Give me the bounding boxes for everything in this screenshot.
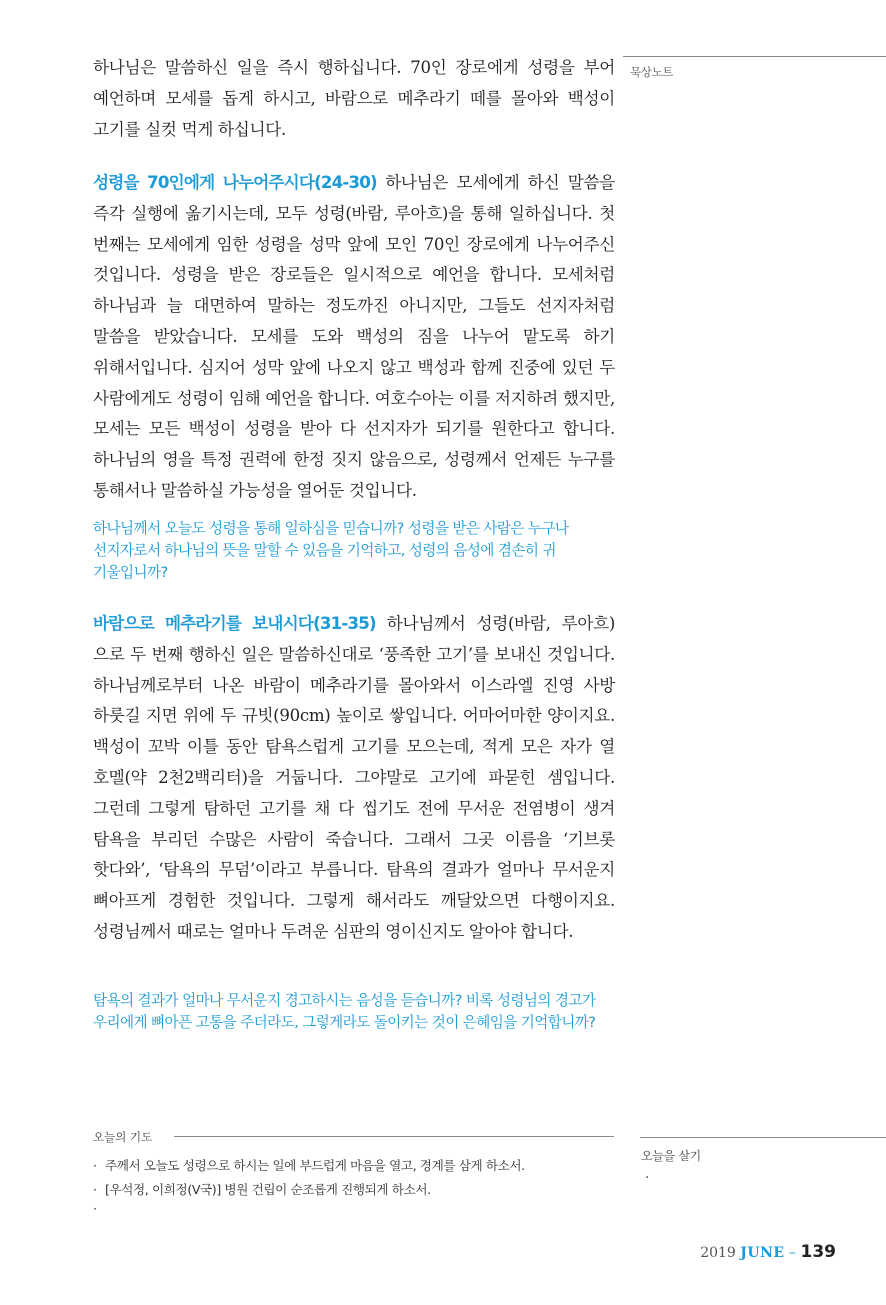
prayer-item-3: [93, 1201, 105, 1216]
today-living-bullet: ·: [645, 1170, 650, 1186]
meditation-notes-label: 묵상노트: [630, 65, 674, 79]
prayer-item-1: [93, 1155, 525, 1174]
prayer-item-text: 주께서 오늘도 성령으로 하시는 일에 부드럽게 마음을 열고, 경계를 삼게 하소서.: [105, 1158, 525, 1173]
section2-body: 하나님께서 성령(바람, 루아흐)으로 두 번째 행하신 일은 말씀하신대로 ‘풍족한 고기’를 보내신 것입니다. 하나님께로부터 나온 바람이 메추라기를 몰아와서 이스라엘 진영 사방 하룻길 지면 위에 두 규빗(90cm) 높이로 쌓입니다. 어마어마한 양이지요. 백성이 꼬박 이틀 동안 탐욕스럽게 고기를 모으는데, 적게 모은 자가 열 호멜(약 2천2백리터)을 거둡니다. 그야말로 고기에 파묻힌 셈입니다. 그런데 그렇게 탐하던 고기를 채 다 씹기도 전에 무서운 전염병이 생겨 탐욕을 부리던 수많은 사람이 죽습니다. 그래서 그곳 이름을 ‘기브롯 핫다와’, ‘탐욕의 무덤’이라고 부릅니다. 탐욕의 결과가 얼마나 무서운지 뼈아프게 경험한 것입니다. 그렇게 해서라도 깨달았으면 다행이지요. 성령님께서 때로는 얼마나 두려운 심판의 영이신지도 알아야 합니다.: [93, 614, 615, 941]
page-footer: [700, 1242, 836, 1262]
section2-question: 탐욕의 결과가 얼마나 무서운지 경고하시는 음성을 듣습니까? 비록 성령님의 경고가 우리에게 뼈아픈 고통을 주더라도, 그렇게라도 돌이키는 것이 은혜임을 기억합니까?: [93, 992, 596, 1032]
footer-month: JUNE: [740, 1245, 785, 1261]
footer-year: 2019: [700, 1245, 736, 1261]
sidebar-top-rule: [623, 56, 886, 57]
living-rule: [640, 1137, 886, 1138]
section2-heading: 바람으로 메추라기를 보내시다(31-35): [93, 614, 376, 633]
prayer-item-2: [93, 1179, 431, 1198]
section1-body: 하나님은 모세에게 하신 말씀을 즉각 실행에 옮기시는데, 모두 성령(바람, 루아흐)을 통해 일하십니다. 첫 번째는 모세에게 임한 성령을 성막 앞에 모인 70인 장로에게 나누어주신 것입니다. 성령을 받은 장로들은 일시적으로 예언을 합니다. 모세처럼 하나님과 늘 대면하여 말하는 정도까진 아니지만, 그들도 선지자처럼 말씀을 받았습니다. 모세를 도와 백성의 짐을 나누어 맡도록 하기 위해서입니다. 심지어 성막 앞에 나오지 않고 백성과 함께 진중에 있던 두 사람에게도 성령이 임해 예언을 합니다. 여호수아는 이를 저지하려 했지만, 모세는 모든 백성이 성령을 받아 다 선지자가 되기를 원한다고 합니다. 하나님의 영을 특정 권력에 한정 짓지 않음으로, 성령께서 언제든 누구를 통해서나 말씀하실 가능성을 열어둔 것입니다.: [93, 173, 615, 500]
prayer-title: 오늘의 기도: [93, 1130, 153, 1144]
section2-paragraph: [93, 609, 615, 948]
prayer-rule: [174, 1136, 614, 1137]
prayer-bullet: ·: [93, 1201, 97, 1216]
prayer-item-text: [우석정, 이희정(V국)] 병원 건립이 순조롭게 진행되게 하소서.: [105, 1182, 431, 1197]
page-number: 139: [800, 1242, 836, 1262]
section1-question: 하나님께서 오늘도 성령을 통해 일하심을 믿습니까? 성령을 받은 사람은 누구나 선지자로서 하나님의 뜻을 말할 수 있음을 기억하고, 성령의 음성에 겸손히 귀 기울입니까?: [93, 520, 569, 582]
prayer-bullet: ·: [93, 1182, 97, 1197]
today-living-label: 오늘을 살기: [641, 1149, 701, 1163]
section1-paragraph: [93, 168, 615, 507]
footer-dash: –: [789, 1245, 797, 1261]
intro-paragraph: 하나님은 말씀하신 일을 즉시 행하십니다. 70인 장로에게 성령을 부어 예언하며 모세를 돕게 하시고, 바람으로 메추라기 떼를 몰아와 백성이 고기를 실컷 먹게 하십니다.: [93, 58, 615, 139]
section1-heading: 성령을 70인에게 나누어주시다(24-30): [93, 173, 377, 192]
prayer-bullet: ·: [93, 1158, 97, 1173]
